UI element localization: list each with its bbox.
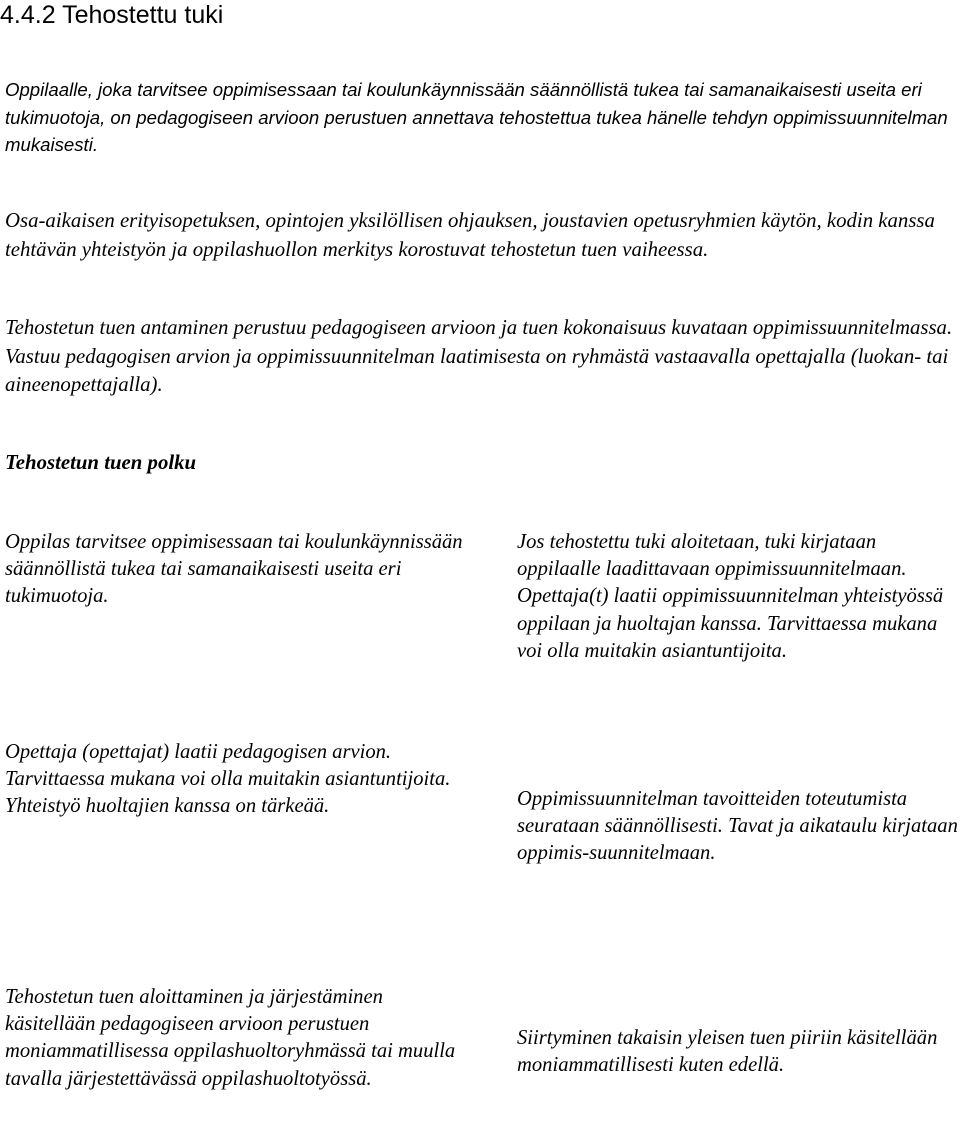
path-step-need-for-support: Oppilas tarvitsee oppimisessaan tai koulunkäynnissään säännöllistä tukea tai samanaikaisesti useita eri tukimuotoja. [5,531,463,608]
path-step-pedagogical-assessment: Opettaja (opettajat) laatii pedagogisen arvion. Tarvittaessa mukana voi olla muitakin asiantuntijoita. Yhteistyö huoltajien kanssa on tärkeää. [5,741,451,818]
intro-paragraph-1: Oppilaalle, joka tarvitsee oppimisessaan tai koulunkäynnissään säännöllistä tukea tai samanaikaisesti useita eri tukimuotoja, on pedagogiseen arvioon perustuen annettava tehostettua tukea hänelle tehdyn oppimissuunnitelman mukaisesti. [5,79,948,155]
path-title: Tehostetun tuen polku [5,451,197,474]
path-step-return-to-general-support: Siirtyminen takaisin yleisen tuen piiriin käsitellään moniammatillisesti kuten edellä. [517,1027,938,1077]
path-step-learning-plan: Jos tehostettu tuki aloitetaan, tuki kirjataan oppilaalle laadittavaan oppimissuunnitelmaan. Opettaja(t) laatii oppimissuunnitelman yhteistyössä oppilaan ja huoltajan kanssa. Tarvittaessa mukana voi olla muitakin asiantuntijoita. [517,531,944,662]
intro-paragraph-3: Tehostetun tuen antaminen perustuu pedagogiseen arvioon ja tuen kokonaisuus kuvataan oppimissuunnitelmassa. Vastuu pedagogisen arvion ja oppimissuunnitelman laatimisesta on ryhmästä vastaavalla opettajalla (luokan- tai aineenopettajalla). [5,316,953,396]
intro-paragraph-2: Osa-aikaisen erityisopetuksen, opintojen yksilöllisen ohjauksen, joustavien opetusryhmien käytön, kodin kanssa tehtävän yhteistyön ja oppilashuollon merkitys korostuvat tehostetun tuen vaiheessa. [5,209,935,261]
path-step-student-welfare-group: Tehostetun tuen aloittaminen ja järjestäminen käsitellään pedagogiseen arvioon perustuen moniammatillisessa oppilashuoltoryhmässä tai muulla tavalla järjestettävässä oppilashuoltotyössä. [5,986,456,1090]
path-step-follow-up: Oppimissuunnitelman tavoitteiden toteutumista seurataan säännöllisesti. Tavat ja aikataulu kirjataan oppimis-suunnitelmaan. [517,788,958,865]
section-title: 4.4.2 Tehostettu tuki [0,1,224,29]
